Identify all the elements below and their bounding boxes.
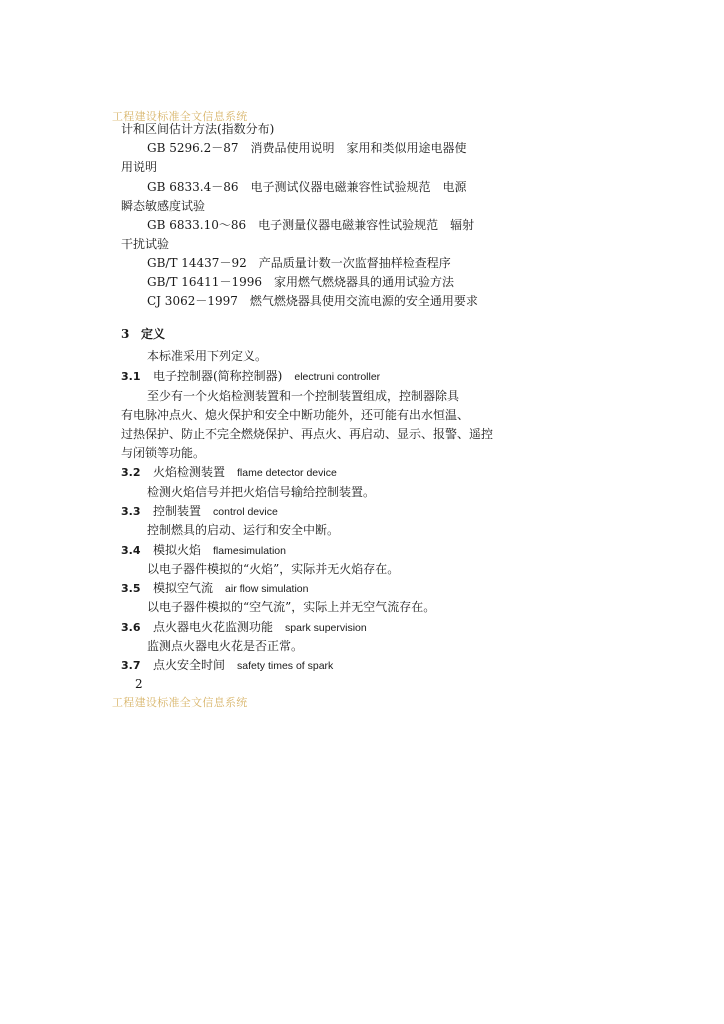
- def-term: 控制装置: [153, 504, 202, 518]
- ref-gb6833-4: GB 6833.4－86 电子测试仪器电磁兼容性试验规范 电源: [147, 180, 467, 194]
- def-term-en: spark supervision: [285, 622, 367, 634]
- def-term-en: electruni controller: [294, 371, 381, 383]
- def-number: 3.6: [121, 621, 141, 634]
- def-number: 3.3: [121, 505, 141, 518]
- def-body-line: 检测火焰信号并把火焰信号输给控制装置。: [147, 485, 376, 499]
- def-term-en: flamesimulation: [213, 545, 286, 557]
- def-term: 电子控制器(简称控制器): [153, 369, 283, 383]
- def-term: 火焰检测装置: [153, 465, 226, 479]
- def-number: 3.4: [121, 544, 141, 557]
- definition-3-1: [121, 368, 380, 385]
- definition-3-7: [121, 657, 333, 674]
- section-intro: 本标准采用下列定义。: [147, 349, 268, 363]
- def-term-en: control device: [213, 506, 278, 518]
- ref-gbt16411: GB/T 16411－1996 家用燃气燃烧器具的通用试验方法: [147, 275, 454, 289]
- definition-3-3: [121, 503, 278, 520]
- watermark-top: 工程建设标准全文信息系统: [112, 110, 248, 123]
- def-body-line: 以电子器件模拟的“火焰”，实际并无火焰存在。: [147, 562, 400, 576]
- ref-gb6833-4-cont: 瞬态敏感度试验: [121, 199, 206, 213]
- def-number: 3.1: [121, 370, 141, 383]
- def-term-en: flame detector device: [237, 467, 337, 479]
- definition-3-2: [121, 464, 337, 481]
- ref-continuation: 计和区间估计方法(指数分布): [121, 122, 275, 136]
- section-number: 3: [121, 327, 130, 341]
- def-term: 点火安全时间: [153, 658, 226, 672]
- ref-gb5296-cont: 用说明: [121, 160, 158, 174]
- def-body-line: 至少有一个火焰检测装置和一个控制装置组成，控制器除具: [147, 389, 460, 403]
- def-number: 3.5: [121, 582, 141, 595]
- def-number: 3.7: [121, 659, 141, 672]
- def-body-line: 控制燃具的启动、运行和安全中断。: [147, 523, 340, 537]
- ref-gb6833-10: GB 6833.10～86 电子测量仪器电磁兼容性试验规范 辐射: [147, 218, 475, 232]
- def-body-line: 有电脉冲点火、熄火保护和安全中断功能外，还可能有出水恒温、: [121, 408, 470, 422]
- section-title: 定义: [141, 327, 166, 341]
- def-term: 模拟空气流: [153, 581, 214, 595]
- def-body-line: 与闭锁等功能。: [121, 446, 206, 460]
- ref-cj3062: CJ 3062－1997 燃气燃烧器具使用交流电源的安全通用要求: [147, 294, 478, 308]
- definition-3-6: [121, 619, 367, 636]
- section-heading: [121, 325, 165, 342]
- def-body-line: 以电子器件模拟的“空气流”，实际上并无空气流存在。: [147, 600, 436, 614]
- definition-3-5: [121, 580, 308, 597]
- ref-gbt14437: GB/T 14437－92 产品质量计数一次监督抽样检查程序: [147, 256, 451, 270]
- page-number: 2: [135, 677, 143, 691]
- ref-gb6833-10-cont: 干扰试验: [121, 237, 170, 251]
- watermark-bottom: 工程建设标准全文信息系统: [112, 696, 248, 709]
- def-body-line: 过热保护、防止不完全燃烧保护、再点火、再启动、显示、报警、遥控: [121, 427, 494, 441]
- def-term: 点火器电火花监测功能: [153, 620, 274, 634]
- def-term-en: safety times of spark: [237, 660, 334, 672]
- def-body-line: 监测点火器电火花是否正常。: [147, 639, 304, 653]
- ref-gb5296: GB 5296.2－87 消费品使用说明 家用和类似用途电器使: [147, 141, 467, 155]
- def-term: 模拟火焰: [153, 543, 202, 557]
- definition-3-4: [121, 542, 286, 559]
- def-term-en: air flow simulation: [225, 583, 309, 595]
- def-number: 3.2: [121, 466, 141, 479]
